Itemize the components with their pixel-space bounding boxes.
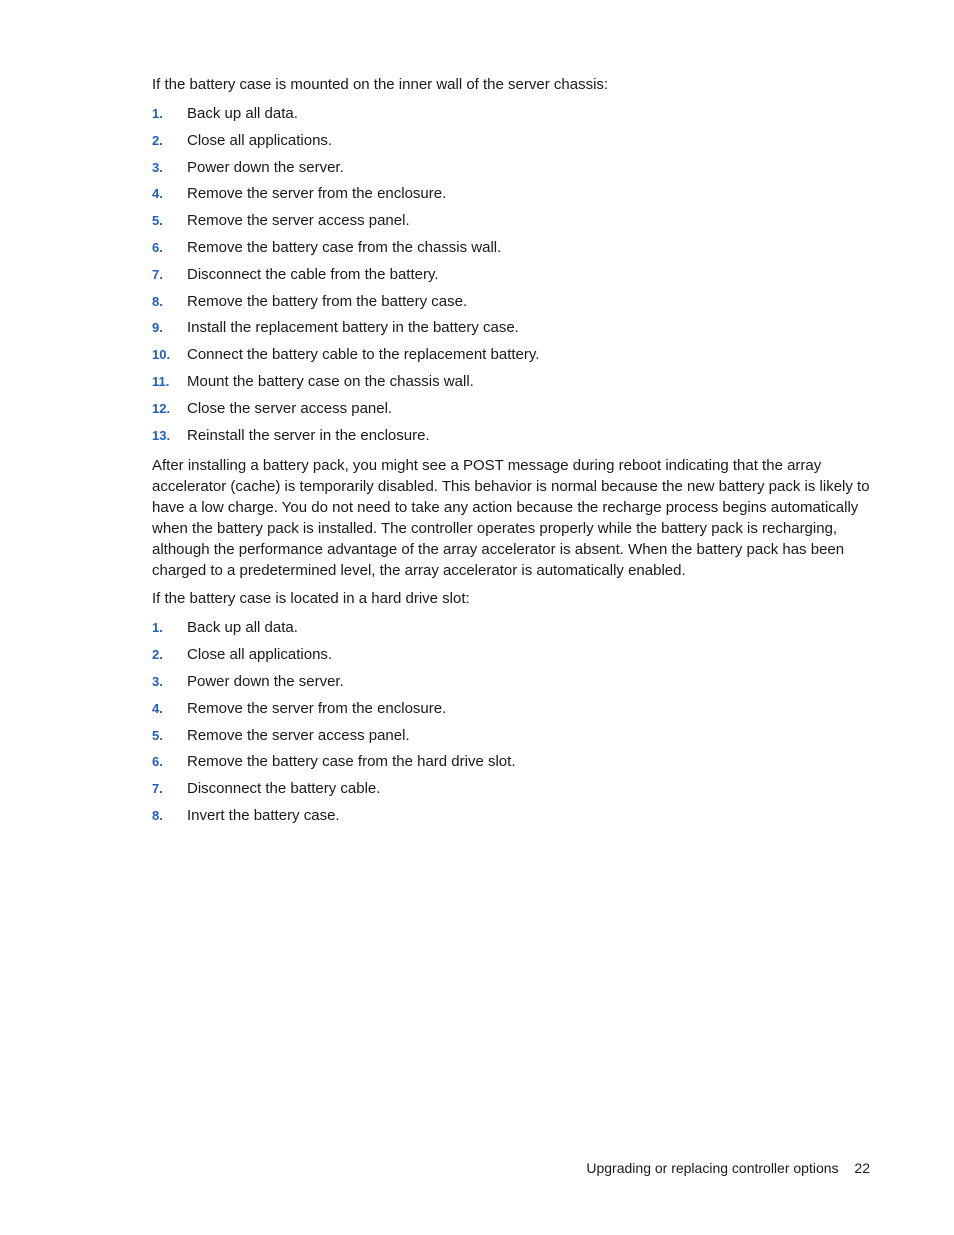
- section1-steps: [152, 101, 872, 449]
- step-text: Close all applications.: [187, 646, 333, 664]
- list-item: [152, 369, 872, 396]
- step-number: 12.: [152, 400, 171, 416]
- footer-page-number: 22: [854, 1160, 870, 1176]
- step-number: 11.: [152, 373, 170, 389]
- page-content: [152, 74, 872, 830]
- step-text: Power down the server.: [187, 158, 344, 176]
- step-number: 5.: [152, 727, 163, 743]
- step-number: 6.: [152, 239, 163, 255]
- list-item: [152, 262, 872, 289]
- step-text: Back up all data.: [187, 105, 298, 122]
- list-item: [152, 315, 872, 342]
- step-text: Back up all data.: [187, 619, 298, 637]
- step-number: 4.: [152, 700, 163, 716]
- step-text: Remove the server access panel.: [187, 726, 410, 744]
- step-text: Remove the server access panel.: [187, 212, 410, 230]
- step-text: Reinstall the server in the enclosure.: [187, 426, 430, 444]
- section2-intro: If the battery case is located in a hard drive slot:: [152, 590, 470, 608]
- step-text: Remove the battery from the battery case.: [187, 292, 468, 310]
- step-number: 8.: [152, 807, 163, 823]
- section1-intro: If the battery case is mounted on the inner wall of the server chassis:: [152, 76, 609, 93]
- step-text: Disconnect the battery cable.: [187, 780, 381, 798]
- footer-section-title: Upgrading or replacing controller options: [586, 1160, 839, 1176]
- step-text: Connect the battery cable to the replacement battery.: [187, 346, 540, 364]
- list-item: [152, 235, 872, 262]
- list-item: [152, 696, 872, 723]
- step-number: 5.: [152, 213, 163, 229]
- step-number: 1.: [152, 620, 163, 636]
- step-text: Close all applications.: [187, 131, 333, 149]
- list-item: [152, 155, 872, 182]
- list-item: [152, 669, 872, 696]
- step-number: 7.: [152, 781, 163, 797]
- step-text: Remove the battery case from the hard drive slot.: [187, 753, 516, 771]
- step-number: 7.: [152, 266, 163, 282]
- step-number: 3.: [152, 673, 163, 689]
- step-number: 3.: [152, 159, 163, 175]
- step-text: Disconnect the cable from the battery.: [187, 265, 439, 283]
- list-item: [152, 423, 872, 450]
- page-footer: [586, 1158, 870, 1178]
- step-text: Remove the server from the enclosure.: [187, 699, 447, 717]
- step-text: Install the replacement battery in the battery case.: [187, 319, 519, 337]
- step-number: 1.: [152, 106, 163, 121]
- section2-steps: [152, 615, 872, 829]
- step-text: Mount the battery case on the chassis wall.: [187, 372, 474, 390]
- list-item: [152, 101, 872, 128]
- step-number: 13.: [152, 427, 171, 443]
- list-item: [152, 181, 872, 208]
- step-number: 4.: [152, 186, 163, 202]
- step-number: 2.: [152, 647, 163, 663]
- step-text: Remove the battery case from the chassis wall.: [187, 238, 502, 256]
- list-item: [152, 723, 872, 750]
- list-item: [152, 803, 872, 830]
- step-number: 9.: [152, 320, 163, 336]
- step-text: Close the server access panel.: [187, 399, 393, 417]
- list-item: [152, 615, 872, 642]
- step-number: 6.: [152, 754, 163, 770]
- list-item: [152, 342, 872, 369]
- step-number: 2.: [152, 132, 163, 148]
- list-item: [152, 396, 872, 423]
- step-number: 8.: [152, 293, 163, 309]
- list-item: [152, 776, 872, 803]
- list-item: [152, 128, 872, 155]
- list-item: [152, 642, 872, 669]
- list-item: [152, 749, 872, 776]
- step-text: Invert the battery case.: [187, 806, 340, 824]
- list-item: [152, 208, 872, 235]
- step-text: Power down the server.: [187, 672, 344, 690]
- step-number: 10.: [152, 347, 171, 363]
- battery-note-paragraph: After installing a battery pack, you might see a POST message during reboot indicating that the array accelerator (cache) is temporarily disabled. This behavior is normal because the new battery pack is likely to have a low charge. You do not need to take any action because the recharge process begins automatically when the battery pack is installed. The controller operates properly while the battery pack is recharging, although the performance advantage of the array accelerator is absent. When the battery pack has been charged to a predetermined level, the array accelerator is automatically enabled.: [152, 457, 870, 580]
- step-text: Remove the server from the enclosure.: [187, 185, 447, 203]
- list-item: [152, 289, 872, 316]
